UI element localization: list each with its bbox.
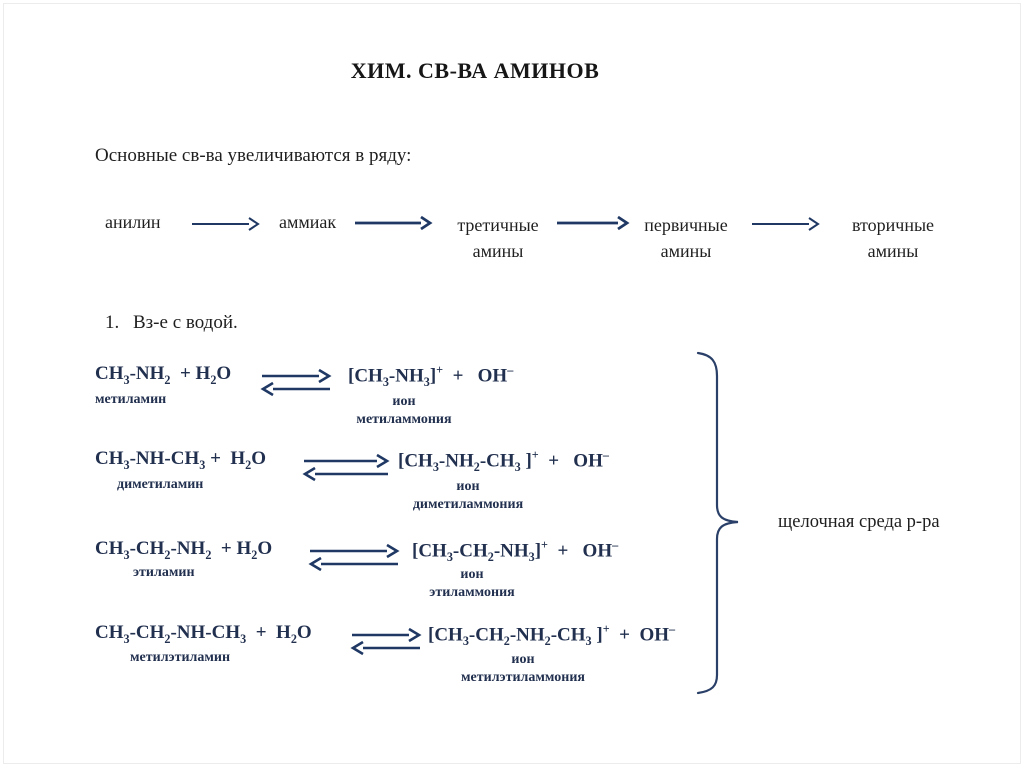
- equilibrium-arrows-icon: [308, 542, 400, 572]
- series-item-line: амины: [472, 241, 524, 261]
- series-item-line: первичные: [644, 215, 728, 235]
- ion-name: диметиламмония: [412, 497, 524, 512]
- reactant-name-label: метилэтиламин: [130, 650, 231, 665]
- brace-label: щелочная среда р-ра: [778, 512, 940, 532]
- series-item-line: амины: [660, 241, 712, 261]
- list-number: 1.: [105, 312, 120, 333]
- ion-name: метилэтиламмония: [461, 670, 585, 685]
- ion-word: ион: [456, 479, 480, 494]
- series-item-line: вторичные: [851, 215, 935, 235]
- series-item-primary-amines: [635, 212, 737, 264]
- ion-label: [429, 566, 514, 602]
- brace-icon: [692, 345, 748, 697]
- series-arrow-icon: [192, 215, 260, 233]
- product-formula: [$CH_3-CH_2-NH_2-CH_3$ ]+ + OH–: [428, 622, 676, 649]
- ion-name: этиламмония: [429, 585, 515, 600]
- reactant-name-label: этиламин: [133, 565, 195, 580]
- series-item-line: амины: [867, 241, 919, 261]
- series-arrow-icon: [752, 215, 820, 233]
- ion-label: [461, 651, 585, 687]
- product-formula: $[CH_3-NH_3]^+ + OH^-$: [348, 363, 514, 390]
- series-item-tertiary-amines: [448, 212, 548, 264]
- reactant-formula: $CH_3-NH-CH_3 + H_2O$: [95, 448, 267, 472]
- reactant-name-label: диметиламин: [117, 477, 204, 492]
- series-arrow-icon: [355, 214, 432, 232]
- ion-name: метиламмония: [356, 412, 452, 427]
- equilibrium-arrows-icon: [260, 367, 332, 397]
- reactant-name-label: метиламин: [95, 392, 167, 407]
- series-arrow-icon: [557, 214, 629, 232]
- series-item-line: третичные: [457, 215, 539, 235]
- series-item-secondary-amines: [841, 212, 945, 264]
- reactant-formula: $CH_3-NH_2 + H_2O$: [95, 363, 232, 387]
- equilibrium-arrows-icon: [350, 626, 422, 656]
- series-item-aniline: анилин: [105, 212, 161, 232]
- reactant-formula: $CH_3-CH_2-NH-CH_3 + H_2O$: [95, 622, 312, 646]
- product-formula: [$CH_3-NH_2-CH_3$ ]+ + OH–: [398, 448, 609, 475]
- ion-word: ион: [511, 652, 535, 667]
- ion-word: ион: [460, 567, 484, 582]
- equilibrium-arrows-icon: [302, 452, 390, 482]
- list-item-text: Вз-е с водой.: [133, 312, 238, 333]
- reactant-formula: $CH_3-CH_2-NH_2 + H_2O$: [95, 538, 273, 562]
- intro-text: Основные св-ва увеличиваются в ряду:: [95, 145, 412, 166]
- product-formula: $[CH_3-CH_2-NH_3]^+ + OH^-$: [412, 538, 619, 565]
- slide-title: ХИМ. СВ-ВА АМИНОВ: [350, 58, 600, 83]
- ion-label: [356, 393, 451, 429]
- series-item-ammonia: аммиак: [279, 212, 337, 232]
- ion-label: [413, 478, 523, 514]
- ion-word: ион: [392, 394, 416, 409]
